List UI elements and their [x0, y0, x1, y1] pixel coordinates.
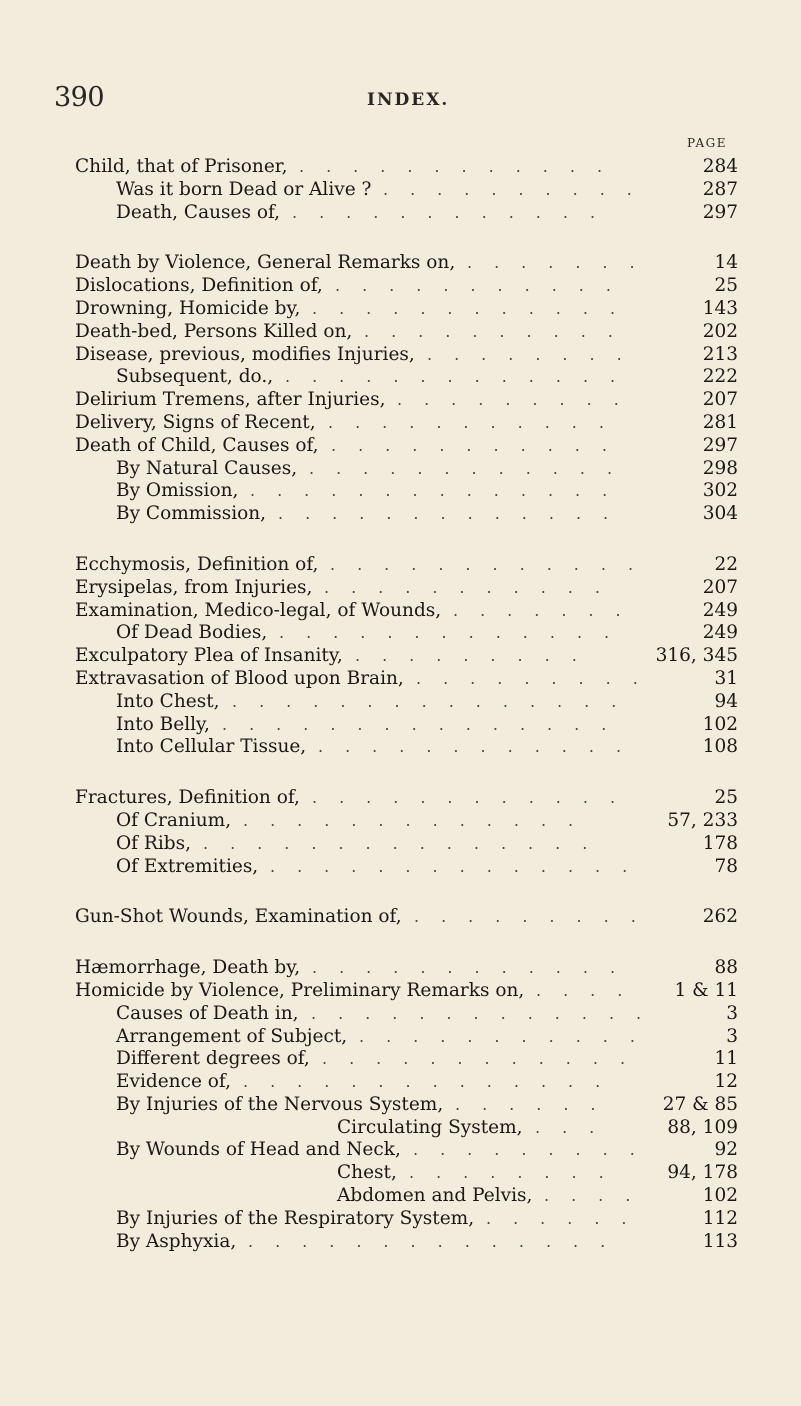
leader-dots: ....... — [453, 600, 643, 620]
page-number: 390 — [54, 82, 105, 113]
entry-page-ref: 302 — [702, 480, 738, 502]
index-entry — [0, 810, 801, 833]
entry-label: Into Cellular Tissue, — [116, 736, 307, 758]
entry-page-ref: 298 — [702, 457, 738, 479]
entry-page-ref: 27 & 85 — [662, 1093, 738, 1115]
leader-dots: .... — [544, 1186, 653, 1206]
entry-page-ref: 94, 178 — [667, 1162, 738, 1184]
index-entry — [0, 503, 801, 526]
leader-dots: ........... — [331, 435, 629, 455]
page-header — [54, 82, 754, 122]
entry-label: By Wounds of Head and Neck, — [116, 1139, 401, 1161]
entry-page-ref: 3 — [726, 1025, 738, 1047]
leader-dots: ............ — [309, 458, 635, 478]
leader-dots: ............ — [292, 202, 618, 222]
entry-page-ref: 213 — [702, 343, 738, 365]
entry-label: Drowning, Homicide by, — [75, 297, 301, 319]
leader-dots: .............. — [250, 481, 630, 501]
index-entry — [0, 906, 801, 929]
entry-page-ref: 222 — [702, 366, 738, 388]
index-entry — [0, 554, 801, 577]
index-entry — [0, 480, 801, 503]
entry-page-ref: 14 — [714, 252, 738, 274]
index-entry — [0, 156, 801, 179]
entry-page-ref: 249 — [702, 622, 738, 644]
entry-label: Into Chest, — [116, 690, 220, 712]
index-entry — [0, 458, 801, 481]
entry-label: Homicide by Violence, Preliminary Remarks on, — [75, 979, 525, 1001]
index-entry — [0, 366, 801, 389]
index-entry — [0, 389, 801, 412]
index-entry — [0, 957, 801, 980]
leader-dots: ............. — [311, 1003, 664, 1023]
leader-dots: ......... — [413, 1140, 657, 1160]
entry-label: Examination, Medico-legal, of Wounds, — [75, 599, 442, 621]
entry-page-ref: 316, 345 — [655, 645, 738, 667]
entry-label: By Omission, — [116, 480, 239, 502]
entry-page-ref: 92 — [714, 1139, 738, 1161]
entry-page-ref: 57, 233 — [667, 809, 738, 831]
leader-dots: ........... — [324, 577, 622, 597]
entry-page-ref: 88 — [714, 957, 738, 979]
entry-page-ref: 102 — [702, 1185, 738, 1207]
index-entry — [0, 1026, 801, 1049]
entry-page-ref: 113 — [702, 1230, 738, 1252]
page-column-label: PAGE — [687, 136, 727, 150]
entry-label: Was it born Dead or Alive ? — [116, 178, 372, 200]
index-entry — [0, 1003, 801, 1026]
leader-dots: ........ — [427, 344, 644, 364]
entry-page-ref: 207 — [702, 576, 738, 598]
entry-label: Death of Child, Causes of, — [75, 434, 319, 456]
leader-dots: ...... — [455, 1094, 618, 1114]
entry-page-ref: 102 — [702, 713, 738, 735]
leader-dots: ........ — [409, 1163, 626, 1183]
leader-dots: .......... — [364, 321, 635, 341]
entry-label: Ecchymosis, Definition of, — [75, 553, 319, 575]
leader-dots: ...... — [486, 1208, 649, 1228]
entry-page-ref: 3 — [726, 1002, 738, 1024]
index-entry — [0, 298, 801, 321]
leader-dots: ............ — [299, 157, 625, 176]
index-entry — [0, 787, 801, 810]
index-entry — [0, 1185, 801, 1208]
entry-page-ref: 178 — [702, 832, 738, 854]
entry-page-ref: 297 — [702, 201, 738, 223]
entry-label: Causes of Death in, — [116, 1002, 299, 1024]
leader-dots: ............... — [203, 833, 610, 853]
leader-dots: ............. — [278, 504, 631, 524]
group-spacer — [0, 759, 801, 787]
index-entry — [0, 1139, 801, 1162]
leader-dots: ............ — [312, 958, 638, 978]
group-spacer — [0, 929, 801, 957]
index-entry — [0, 668, 801, 691]
leader-dots: .............. — [243, 1072, 623, 1092]
entry-label: Extravasation of Blood upon Brain, — [75, 667, 404, 689]
index-entries — [0, 156, 801, 1253]
index-entry — [0, 1117, 801, 1140]
entry-page-ref: 31 — [714, 667, 738, 689]
entry-label: Arrangement of Subject, — [116, 1025, 348, 1047]
leader-dots: .............. — [248, 1231, 628, 1251]
leader-dots: ............ — [312, 788, 638, 808]
index-entry — [0, 980, 801, 1003]
entry-label: Subsequent, do., — [116, 366, 274, 388]
entry-label: Abdomen and Pelvis, — [337, 1185, 533, 1207]
entry-page-ref: 143 — [702, 297, 738, 319]
leader-dots: .... — [536, 980, 645, 1000]
group-spacer — [0, 878, 801, 906]
entry-label: Death-bed, Persons Killed on, — [75, 320, 353, 342]
leader-dots: ............. — [279, 623, 632, 643]
index-entry — [0, 321, 801, 344]
entry-label: Different degrees of, — [116, 1048, 310, 1070]
entry-label: Dislocations, Definition of, — [75, 275, 323, 297]
index-entry — [0, 275, 801, 298]
entry-label: Circulating System, — [337, 1116, 523, 1138]
entry-label: Fractures, Definition of, — [75, 787, 300, 809]
leader-dots: ............... — [232, 691, 639, 711]
entry-page-ref: 25 — [714, 275, 738, 297]
entry-label: By Injuries of the Nervous System, — [116, 1093, 444, 1115]
entry-label: By Injuries of the Respiratory System, — [116, 1207, 475, 1229]
index-entry — [0, 252, 801, 275]
running-title: INDEX. — [367, 90, 450, 110]
entry-label: Of Cranium, — [116, 809, 232, 831]
entry-page-ref: 281 — [702, 411, 738, 433]
group-spacer — [0, 224, 801, 252]
entry-label: Erysipelas, from Injuries, — [75, 576, 313, 598]
entry-label: Gun-Shot Wounds, Examination of, — [75, 906, 402, 928]
entry-page-ref: 112 — [702, 1207, 738, 1229]
leader-dots: ............ — [312, 298, 638, 318]
entry-label: Disease, previous, modifies Injuries, — [75, 343, 415, 365]
index-entry — [0, 344, 801, 367]
entry-label: Of Extremities, — [116, 855, 259, 877]
entry-page-ref: 284 — [702, 156, 738, 177]
entry-page-ref: 108 — [702, 736, 738, 758]
entry-label: Child, that of Prisoner, — [75, 156, 288, 177]
entry-page-ref: 94 — [714, 690, 738, 712]
entry-page-ref: 262 — [702, 906, 738, 928]
index-entry — [0, 1208, 801, 1231]
index-entry — [0, 600, 801, 623]
group-spacer — [0, 526, 801, 554]
index-entry — [0, 1231, 801, 1254]
leader-dots: ......... — [397, 390, 641, 410]
entry-label: Delivery, Signs of Recent, — [75, 411, 316, 433]
entry-page-ref: 12 — [714, 1071, 738, 1093]
entry-label: Into Belly, — [116, 713, 210, 735]
entry-page-ref: 287 — [702, 178, 738, 200]
entry-label: Of Dead Bodies, — [116, 622, 268, 644]
index-entry — [0, 412, 801, 435]
leader-dots: ........... — [335, 276, 633, 296]
entry-label: By Asphyxia, — [116, 1230, 237, 1252]
entry-page-ref: 11 — [714, 1048, 738, 1070]
index-entry — [0, 1048, 801, 1071]
leader-dots: ............ — [318, 737, 644, 757]
entry-page-ref: 88, 109 — [667, 1116, 738, 1138]
index-entry — [0, 622, 801, 645]
leader-dots: ........... — [359, 1026, 657, 1046]
index-entry — [0, 1094, 801, 1117]
index-entry — [0, 714, 801, 737]
entry-label: Of Ribs, — [116, 832, 191, 854]
index-entry — [0, 736, 801, 759]
index-entry — [0, 179, 801, 202]
entry-page-ref: 249 — [702, 599, 738, 621]
entry-label: Hæmorrhage, Death by, — [75, 957, 301, 979]
leader-dots: ......... — [355, 646, 599, 666]
entry-page-ref: 297 — [702, 434, 738, 456]
entry-label: By Natural Causes, — [116, 457, 298, 479]
entry-page-ref: 1 & 11 — [674, 979, 738, 1001]
index-entry — [0, 833, 801, 856]
entry-page-ref: 207 — [702, 389, 738, 411]
entry-page-ref: 25 — [714, 787, 738, 809]
index-entry — [0, 645, 801, 668]
entry-label: Exculpatory Plea of Insanity, — [75, 645, 343, 667]
entry-label: Death, Causes of, — [116, 201, 281, 223]
entry-page-ref: 22 — [714, 553, 738, 575]
index-entry — [0, 691, 801, 714]
leader-dots: ............... — [222, 714, 629, 734]
leader-dots: ............. — [243, 810, 596, 830]
leader-dots: ....... — [467, 253, 657, 273]
leader-dots: ........... — [328, 412, 626, 432]
leader-dots: ............ — [330, 554, 656, 574]
entry-page-ref: 202 — [702, 320, 738, 342]
index-entry — [0, 577, 801, 600]
index-entry — [0, 202, 801, 225]
index-entry — [0, 856, 801, 879]
leader-dots: ............. — [285, 367, 638, 387]
index-entry — [0, 435, 801, 458]
leader-dots: .............. — [270, 856, 650, 876]
index-entry — [0, 1162, 801, 1185]
entry-label: Evidence of, — [116, 1071, 231, 1093]
entry-page-ref: 78 — [714, 855, 738, 877]
entry-label: Chest, — [337, 1162, 397, 1184]
entry-label: By Commission, — [116, 503, 267, 525]
leader-dots: ............ — [322, 1049, 648, 1069]
entry-label: Death by Violence, General Remarks on, — [75, 252, 456, 274]
leader-dots: .......... — [383, 179, 654, 199]
index-entry — [0, 1071, 801, 1094]
leader-dots: ......... — [416, 668, 660, 688]
entry-page-ref: 304 — [702, 503, 738, 525]
leader-dots: ... — [535, 1117, 617, 1137]
entry-label: Delirium Tremens, after Injuries, — [75, 389, 386, 411]
leader-dots: ......... — [414, 907, 658, 927]
